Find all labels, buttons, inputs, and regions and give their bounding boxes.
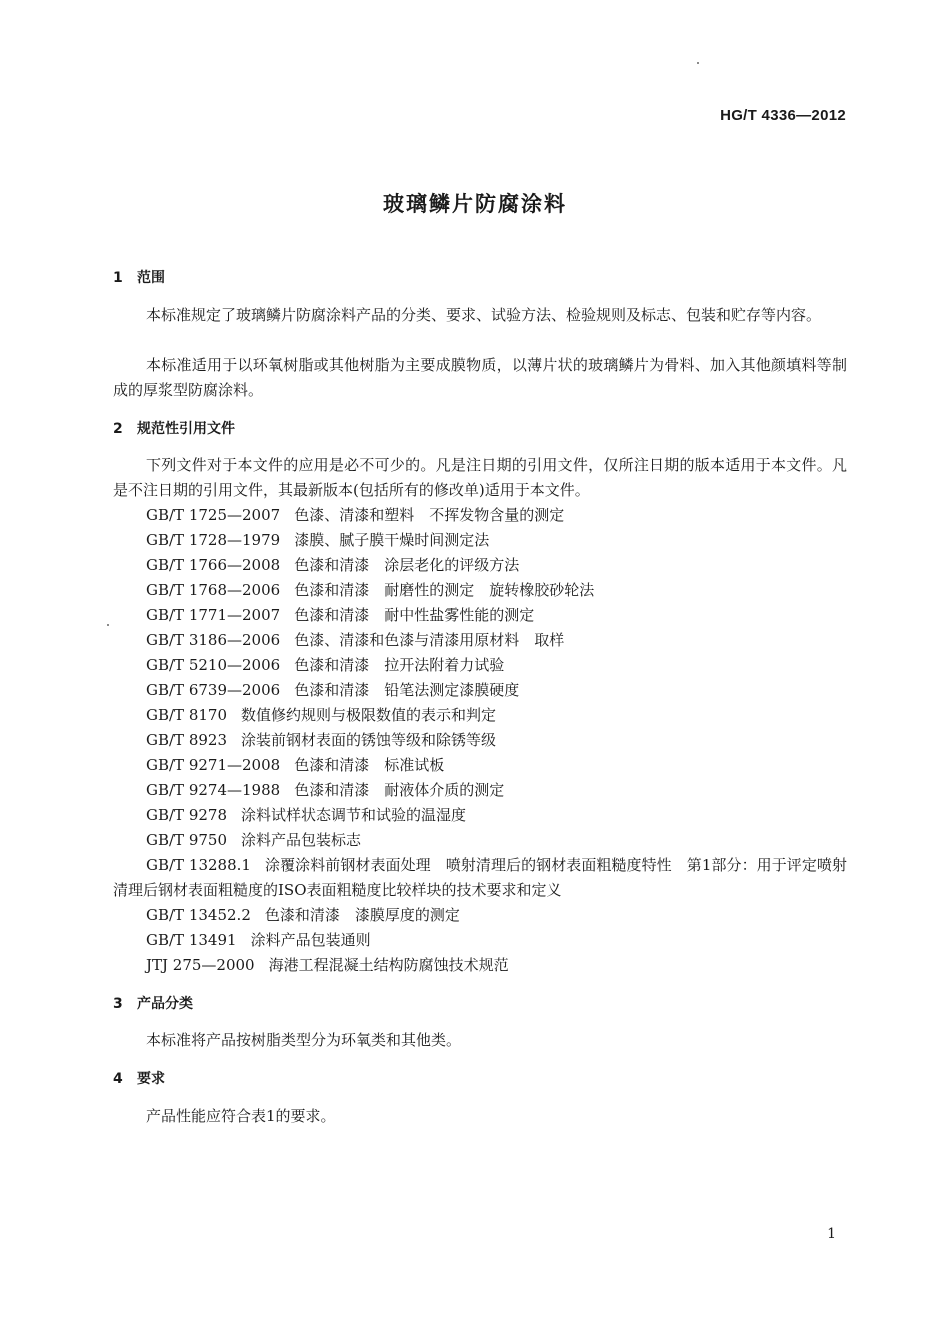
reference-item (113, 803, 847, 828)
paragraph: 产品性能应符合表1的要求。 (146, 1107, 336, 1125)
reference-title: 色漆和清漆 耐中性盐雾性能的测定 (294, 606, 535, 624)
reference-title: 涂装前钢材表面的锈蚀等级和除锈等级 (241, 731, 497, 749)
page-number: 1 (827, 1226, 836, 1242)
reference-item (113, 678, 847, 703)
reference-code: GB/T 9274—1988 (146, 781, 281, 799)
reference-item (113, 728, 847, 753)
reference-item (113, 578, 847, 603)
section-3-heading (113, 993, 193, 1013)
paragraph: 本标准适用于以环氧树脂或其他树脂为主要成膜物质，以薄片状的玻璃鳞片为骨料、加入其他颜填料等制成的厚浆型防腐涂料。 (113, 356, 847, 399)
reference-item (113, 503, 847, 528)
reference-item (113, 928, 847, 953)
reference-item (113, 553, 847, 578)
reference-item (113, 953, 847, 978)
reference-code: GB/T 1768—2006 (146, 581, 281, 599)
reference-title: 涂料产品包装通则 (250, 931, 371, 949)
reference-code: GB/T 13452.2 (146, 906, 251, 924)
reference-title: 色漆和清漆 拉开法附着力试验 (294, 656, 505, 674)
reference-title: 漆膜、腻子膜干燥时间测定法 (294, 531, 490, 549)
paragraph: 下列文件对于本文件的应用是必不可少的。凡是注日期的引用文件，仅所注日期的版本适用于本文件。凡是不注日期的引用文件，其最新版本(包括所有的修改单)适用于本文件。 (113, 456, 847, 499)
reference-title: 海港工程混凝土结构防腐蚀技术规范 (268, 956, 509, 974)
standard-code: HG/T 4336—2012 (720, 107, 846, 124)
reference-code: JTJ 275—2000 (146, 956, 255, 974)
reference-title: 色漆和清漆 耐磨性的测定 旋转橡胶砂轮法 (294, 581, 595, 599)
reference-code: GB/T 9271—2008 (146, 756, 281, 774)
section-2-heading (113, 418, 235, 438)
reference-title: 色漆、清漆和塑料 不挥发物含量的测定 (294, 506, 565, 524)
section-number: 4 (113, 1071, 123, 1087)
reference-title: 色漆和清漆 标准试板 (294, 756, 445, 774)
section-number: 1 (113, 270, 123, 286)
section-title: 产品分类 (137, 996, 193, 1012)
section-1-heading (113, 267, 165, 287)
section-number: 3 (113, 996, 123, 1012)
reference-title: 色漆和清漆 耐液体介质的测定 (294, 781, 505, 799)
reference-code: GB/T 5210—2006 (146, 656, 281, 674)
paragraph: 本标准规定了玻璃鳞片防腐涂料产品的分类、要求、试验方法、检验规则及标志、包装和贮存等内容。 (146, 306, 822, 324)
reference-code: GB/T 1725—2007 (146, 506, 281, 524)
reference-item (113, 853, 847, 903)
paragraph: 本标准将产品按树脂类型分为环氧类和其他类。 (146, 1031, 462, 1049)
reference-code: GB/T 1766—2008 (146, 556, 281, 574)
reference-code: GB/T 1771—2007 (146, 606, 281, 624)
reference-item (113, 753, 847, 778)
reference-title: 色漆和清漆 漆膜厚度的测定 (264, 906, 460, 924)
section-title: 规范性引用文件 (137, 421, 235, 437)
reference-title: 涂料产品包装标志 (241, 831, 362, 849)
reference-code: GB/T 8170 (146, 706, 228, 724)
reference-item (113, 828, 847, 853)
reference-code: GB/T 6739—2006 (146, 681, 281, 699)
scan-speck (107, 624, 109, 626)
reference-code: GB/T 3186—2006 (146, 631, 281, 649)
reference-code: GB/T 9750 (146, 831, 228, 849)
reference-item (113, 903, 847, 928)
section-4-heading (113, 1068, 165, 1088)
reference-title: 色漆、清漆和色漆与清漆用原材料 取样 (294, 631, 565, 649)
reference-item (113, 528, 847, 553)
document-title: 玻璃鳞片防腐涂料 (383, 192, 567, 216)
section-title: 范围 (137, 270, 165, 286)
reference-code: GB/T 9278 (146, 806, 228, 824)
reference-code: GB/T 13288.1 (146, 856, 251, 874)
scan-speck (697, 62, 699, 64)
reference-item (113, 653, 847, 678)
reference-code: GB/T 13491 (146, 931, 237, 949)
reference-title: 色漆和清漆 涂层老化的评级方法 (294, 556, 520, 574)
reference-item (113, 778, 847, 803)
section-number: 2 (113, 421, 123, 437)
reference-code: GB/T 1728—1979 (146, 531, 281, 549)
reference-title: 数值修约规则与极限数值的表示和判定 (241, 706, 497, 724)
reference-list (113, 503, 847, 978)
reference-item (113, 703, 847, 728)
reference-title: 涂覆涂料前钢材表面处理 喷射清理后的钢材表面粗糙度特性 第1部分：用于评定喷射清理后钢材表面粗糙度的ISO表面粗糙度比较样块的技术要求和定义 (113, 856, 847, 899)
reference-title: 涂料试样状态调节和试验的温湿度 (241, 806, 467, 824)
reference-code: GB/T 8923 (146, 731, 228, 749)
section-title: 要求 (137, 1071, 165, 1087)
reference-item (113, 628, 847, 653)
reference-title: 色漆和清漆 铅笔法测定漆膜硬度 (294, 681, 520, 699)
reference-item (113, 603, 847, 628)
